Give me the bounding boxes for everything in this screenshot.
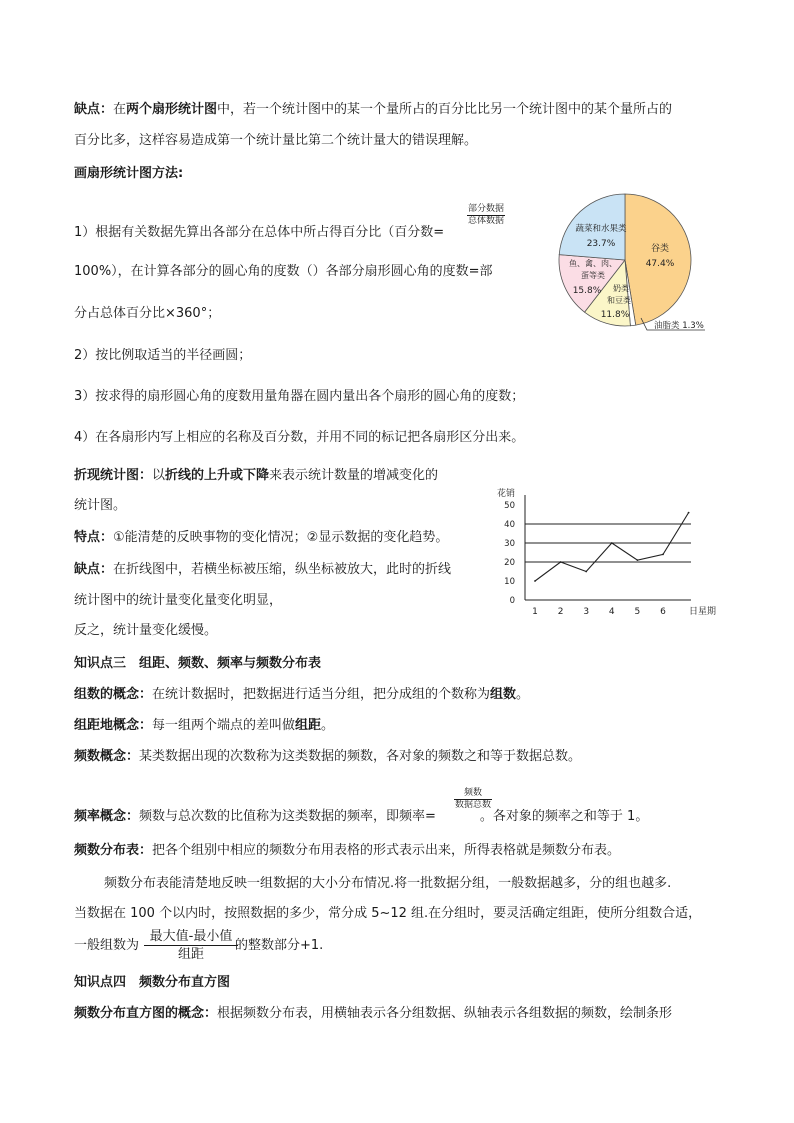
y-tick-40: 40 bbox=[504, 520, 515, 530]
data-point-4 bbox=[611, 542, 613, 544]
data-point-7 bbox=[688, 512, 690, 514]
x-tick-3: 3 bbox=[583, 607, 590, 617]
pie-label-grain-pct: 47.4% bbox=[645, 259, 675, 269]
pie-label-oil: 油脂类 1.3% bbox=[654, 321, 704, 331]
step1-line-2: 100%），在计算各部分的圆心角的度数（）各部分扇形圆心角的度数=部 bbox=[74, 264, 493, 279]
group-count-def: 组数的概念：在统计数据时，把数据进行适当分组，把分成组的个数称为组数。 bbox=[74, 687, 530, 702]
pie-label-grain: 谷类 bbox=[650, 244, 670, 254]
para-3: 一般组数为 的整数部分+1. bbox=[74, 938, 324, 953]
data-point-2 bbox=[560, 561, 562, 563]
disadvantage-line-1: 缺点：在两个扇形统计图中，若一个统计图中的某一个量所占的百分比比另一个统计图中的某个量所占的 bbox=[74, 102, 673, 117]
line-chart-def-1: 折现统计图：以折线的上升或下降来表示统计数量的增减变化的 bbox=[74, 468, 439, 483]
line-chart-feature: 特点：①能清楚的反映事物的变化情况；②显示数据的变化趋势。 bbox=[74, 530, 449, 545]
pie-label-meat-2: 蛋等类 bbox=[581, 271, 605, 280]
pie-label-milk-pct: 11.8% bbox=[600, 310, 630, 320]
y-tick-20: 20 bbox=[504, 558, 515, 568]
spending-series-line bbox=[535, 513, 689, 581]
x-tick-5: 5 bbox=[634, 607, 641, 617]
pie-chart bbox=[555, 190, 725, 340]
x-axis-title: 日星期 bbox=[689, 607, 717, 617]
data-point-5 bbox=[637, 559, 639, 561]
step1-line-3: 分占总体百分比×360°； bbox=[74, 306, 221, 321]
line-chart bbox=[495, 485, 735, 625]
group-distance-def: 组距地概念：每一组两个端点的差叫做组距。 bbox=[74, 718, 335, 733]
kp3-title: 知识点三 组距、频数、频率与频数分布表 bbox=[74, 656, 322, 671]
para-1: 频数分布表能清楚地反映一组数据的大小分布情况.将一批数据分组，一般数据越多，分的组也越多. bbox=[104, 876, 672, 891]
disadvantage-line-2: 百分比多，这样容易造成第一个统计量比第二个统计量大的错误理解。 bbox=[74, 133, 478, 148]
frequency-count-def: 频数概念：某类数据出现的次数称为这类数据的频数，各对象的频数之和等于数据总数。 bbox=[74, 749, 582, 764]
line-chart-weakness-1: 缺点：在折线图中，若横坐标被压缩，纵坐标被放大，此时的折线 bbox=[74, 562, 452, 577]
step4: 4）在各扇形内写上相应的名称及百分数，并用不同的标记把各扇形区分出来。 bbox=[74, 430, 525, 445]
pie-label-veg: 蔬菜和水果类 bbox=[575, 224, 627, 234]
y-tick-10: 10 bbox=[504, 577, 515, 587]
pie-label-milk-2: 和豆类 bbox=[607, 296, 631, 305]
y-axis-title: 花销 bbox=[497, 489, 516, 499]
step1-line-1: 1）根据有关数据先算出各部分在总体中所占得百分比（百分数= bbox=[74, 225, 445, 240]
pie-label-milk-1: 奶类 bbox=[613, 284, 629, 293]
group-count-fraction: 最大值-最小值 组距 bbox=[144, 928, 238, 963]
y-tick-50: 50 bbox=[504, 501, 515, 511]
frequency-table-def: 频数分布表：把各个组别中相应的频数分布用表格的形式表示出来，所得表格就是频数分布表。 bbox=[74, 843, 621, 858]
disadvantage-label: 缺点： bbox=[74, 102, 114, 117]
frequency-rate-def: 频率概念：频数与总次数的比值称为这类数据的频率，即频率= 。各对象的频率之和等于 1。 bbox=[74, 809, 649, 824]
x-tick-2: 2 bbox=[557, 607, 564, 617]
line-chart-def-2: 统计图。 bbox=[74, 498, 127, 513]
step3: 3）按求得的扇形圆心角的度数用量角器在圆内量出各个扇形的圆心角的度数； bbox=[74, 389, 525, 404]
para-2: 当数据在 100 个以内时，按照数据的多少，常分成 5~12 组.在分组时，要灵活确定组距，使所分组数合适， bbox=[74, 906, 702, 921]
data-point-1 bbox=[534, 580, 536, 582]
part-over-total-fraction: 部分数据 总体数据 bbox=[468, 204, 505, 226]
pie-label-veg-pct: 23.7% bbox=[586, 239, 616, 249]
pie-method-title: 画扇形统计图方法: bbox=[74, 166, 184, 181]
line-chart-weakness-2: 统计图中的统计量变化量变化明显， bbox=[74, 593, 283, 608]
step2: 2）按比例取适当的半径画圆； bbox=[74, 348, 252, 363]
x-tick-1: 1 bbox=[532, 607, 538, 617]
pie-label-meat-pct: 15.8% bbox=[572, 286, 602, 296]
kp4-title: 知识点四 频数分布直方图 bbox=[74, 975, 231, 990]
histogram-def: 频数分布直方图的概念：根据频数分布表，用横轴表示各分组数据、纵轴表示各组数据的频数，绘制条形 bbox=[74, 1006, 673, 1021]
data-point-6 bbox=[662, 554, 664, 556]
frequency-rate-fraction: 频数 数据总数 bbox=[455, 788, 492, 810]
y-tick-0: 0 bbox=[509, 596, 515, 606]
line-chart-weakness-3: 反之，统计量变化缓慢。 bbox=[74, 623, 218, 638]
y-tick-30: 30 bbox=[504, 539, 515, 549]
pie-label-meat-1: 鱼、禽、肉、 bbox=[569, 259, 617, 268]
data-point-3 bbox=[585, 571, 587, 573]
x-tick-6: 6 bbox=[660, 607, 666, 617]
x-tick-4: 4 bbox=[608, 607, 615, 617]
